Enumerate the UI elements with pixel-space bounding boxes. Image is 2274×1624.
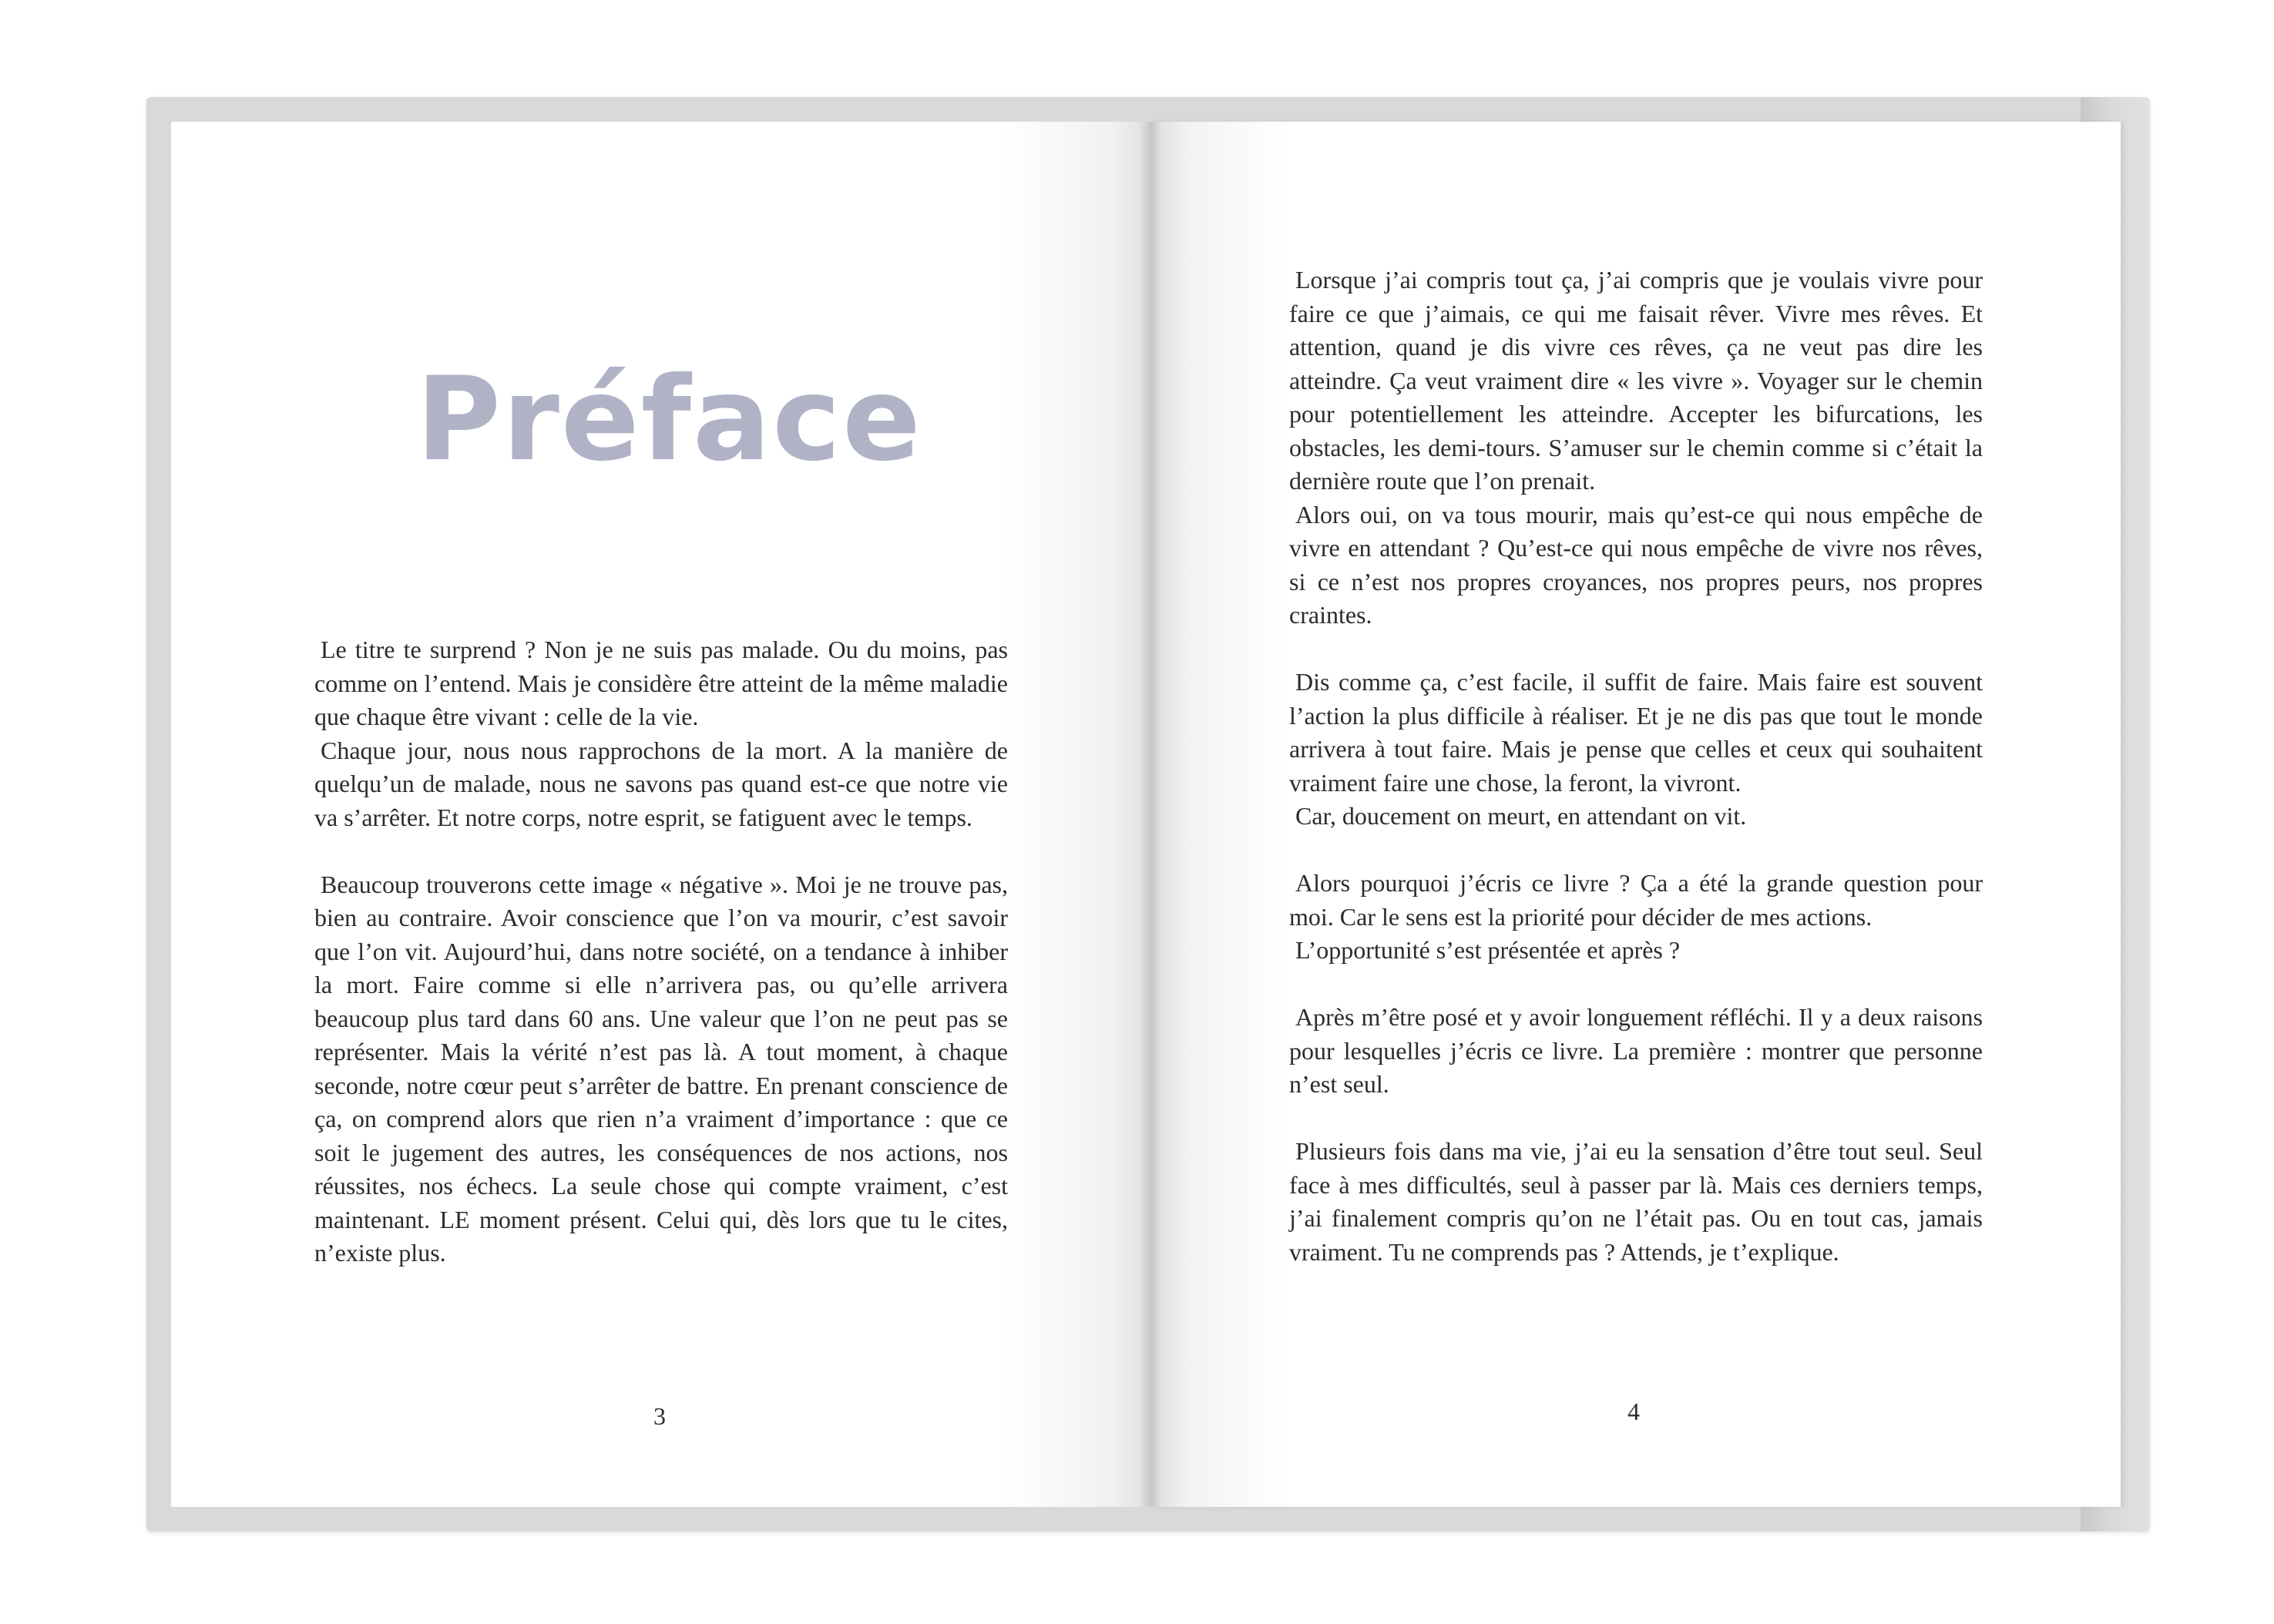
page-number-left: 3: [653, 1402, 666, 1430]
paragraph: Lorsque j’ai compris tout ça, j’ai compris que je voulais vivre pour faire ce que j’aimais, ce qui me faisait rêver. Vivre mes rêves. Et attention, quand je dis vivre ces rêves, ça ne veut pas dire les atteindre. Ça veut vraiment dire « les vivre ». Voyager sur le chemin pour potentiellement les atteindre. Accepter les bifurcations, les obstacles, les demi-tours. S’amuser sur le chemin comme si c’était la dernière route que l’on prenait.: [1289, 266, 1983, 495]
paragraph: Après m’être posé et y avoir longuement réfléchi. Il y a deux raisons pour lesquelles j’écris ce livre. La première : montrer que personne n’est seul.: [1289, 1003, 1983, 1098]
page-title: Préface: [416, 353, 922, 487]
paragraph: Beaucoup trouverons cette image « négative ». Moi je ne trouve pas, bien au contraire. Avoir conscience que l’on va mourir, c’est savoir que l’on vit. Aujourd’hui, dans notre société, on a tendance à inhiber la mort. Faire comme si elle n’arrivera pas, ou qu’elle arrivera beaucoup plus tard dans 60 ans. Une valeur que l’on ne peut pas se représenter. Mais la vérité n’est pas là. A tout moment, à chaque seconde, notre cœur peut s’arrêter de battre. En prenant conscience de ça, on comprend alors que rien n’a vraiment d’importance : que ce soit le jugement des autres, les conséquences de nos actions, nos réussites, nos échecs. La seule chose qui compte vraiment, c’est maintenant. LE moment présent. Celui qui, dès lors que tu le cites, n’existe plus.: [314, 870, 1008, 1267]
paragraph: Car, doucement on meurt, en attendant on vit.: [1295, 802, 1747, 830]
paragraph: Dis comme ça, c’est facile, il suffit de faire. Mais faire est souvent l’action la plus difficile à réaliser. Et je ne dis pas que tout le monde arrivera à tout faire. Mais je pense que celles et ceux qui souhaitent vraiment faire une chose, la feront, la vivront.: [1289, 668, 1983, 797]
left-page-body: [314, 633, 1008, 1270]
paragraph: Alors oui, on va tous mourir, mais qu’est-ce qui nous empêche de vivre en attendant ? Qu’est-ce qui nous empêche de vivre nos rêves, si ce n’est nos propres croyances, nos propres peurs, nos propres craintes.: [1289, 500, 1983, 629]
right-page-body: [1289, 263, 1983, 1269]
paragraph: L’opportunité s’est présentée et après ?: [1295, 936, 1681, 964]
paragraph: Plusieurs fois dans ma vie, j’ai eu la sensation d’être tout seul. Seul face à mes difficultés, seul à passer par là. Mais ces derniers temps, j’ai finalement compris qu’on ne l’était pas. Ou en tout cas, jamais vraiment. Tu ne comprends pas ? Attends, je t’explique.: [1289, 1137, 1983, 1266]
page-number-right: 4: [1627, 1398, 1640, 1425]
paragraph: Chaque jour, nous nous rapprochons de la mort. A la manière de quelqu’un de malade, nous ne savons pas quand est-ce que notre vie va s’arrêter. Et notre corps, notre esprit, se fatiguent avec le temps.: [314, 736, 1008, 831]
paragraph: Alors pourquoi j’écris ce livre ? Ça a été la grande question pour moi. Car le sens est la priorité pour décider de mes actions.: [1289, 869, 1983, 931]
paragraph: Le titre te surprend ? Non je ne suis pas malade. Ou du moins, pas comme on l’entend. Mais je considère être atteint de la même maladie que chaque être vivant : celle de la vie.: [314, 636, 1008, 730]
book-gutter: [1139, 122, 1162, 1507]
